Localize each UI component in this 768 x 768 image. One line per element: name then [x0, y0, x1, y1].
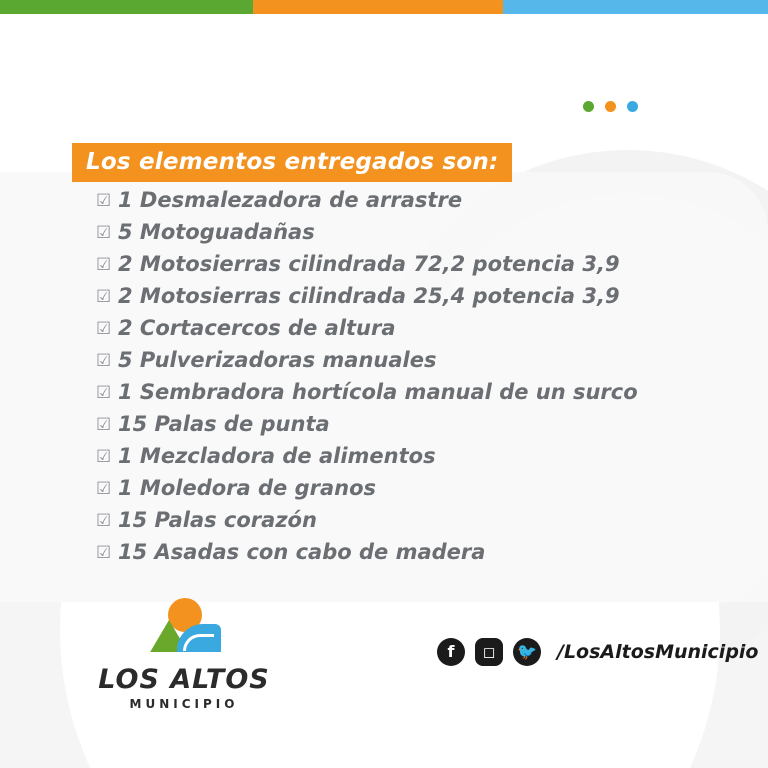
list-item — [96, 252, 716, 284]
list-item-label: 5 Pulverizadoras manuales — [118, 348, 437, 372]
list-item-label: 2 Motosierras cilindrada 72,2 potencia 3,9 — [118, 252, 620, 276]
list-item-label: 5 Motoguadañas — [118, 220, 315, 244]
list-item — [96, 476, 716, 508]
twitter-icon[interactable]: 🐦 — [513, 638, 541, 666]
list-item-label: 2 Motosierras cilindrada 25,4 potencia 3,9 — [118, 284, 620, 308]
list-item — [96, 188, 716, 220]
dot-green-icon — [583, 101, 594, 112]
social-handle: /LosAltosMunicipio — [557, 641, 759, 663]
check-icon: ☑ — [96, 415, 112, 435]
list-item-label: 15 Palas corazón — [118, 508, 317, 532]
check-icon: ☑ — [96, 319, 112, 339]
list-item — [96, 508, 716, 540]
check-icon: ☑ — [96, 351, 112, 371]
list-item — [96, 348, 716, 380]
social-row — [437, 638, 759, 666]
logo-base — [149, 652, 221, 659]
decorative-dots — [583, 101, 638, 112]
check-icon: ☑ — [96, 287, 112, 307]
logo-name: LOS ALTOS — [98, 664, 270, 695]
topbar-segment-green — [0, 0, 253, 14]
top-color-bar — [0, 0, 768, 14]
list-item — [96, 284, 716, 316]
check-icon: ☑ — [96, 511, 112, 531]
list-item-label: 15 Palas de punta — [118, 412, 330, 436]
list-item — [96, 412, 716, 444]
list-item-label: 15 Asadas con cabo de madera — [118, 540, 486, 564]
dot-blue-icon — [627, 101, 638, 112]
check-icon: ☑ — [96, 447, 112, 467]
list-item — [96, 380, 716, 412]
list-item-label: 1 Moledora de granos — [118, 476, 377, 500]
check-icon: ☑ — [96, 479, 112, 499]
list-item-label: 1 Mezcladora de alimentos — [118, 444, 436, 468]
topbar-segment-orange — [253, 0, 503, 14]
check-icon: ☑ — [96, 255, 112, 275]
check-icon: ☑ — [96, 191, 112, 211]
list-item-label: 1 Sembradora hortícola manual de un surco — [118, 380, 638, 404]
dot-orange-icon — [605, 101, 616, 112]
facebook-icon[interactable]: f — [437, 638, 465, 666]
list-item — [96, 444, 716, 476]
items-list — [96, 188, 716, 572]
check-icon: ☑ — [96, 543, 112, 563]
logo-subtitle: MUNICIPIO — [129, 697, 239, 711]
check-icon: ☑ — [96, 383, 112, 403]
list-item — [96, 316, 716, 348]
list-item — [96, 540, 716, 572]
list-item-label: 2 Cortacercos de altura — [118, 316, 396, 340]
list-item — [96, 220, 716, 252]
check-icon: ☑ — [96, 223, 112, 243]
municipality-logo — [84, 598, 284, 711]
instagram-icon[interactable]: ◻ — [475, 638, 503, 666]
page-title: Los elementos entregados son: — [72, 143, 512, 182]
heading-banner — [72, 143, 512, 182]
logo-mark-icon — [143, 598, 225, 660]
list-item-label: 1 Desmalezadora de arrastre — [118, 188, 463, 212]
topbar-segment-blue — [503, 0, 768, 14]
